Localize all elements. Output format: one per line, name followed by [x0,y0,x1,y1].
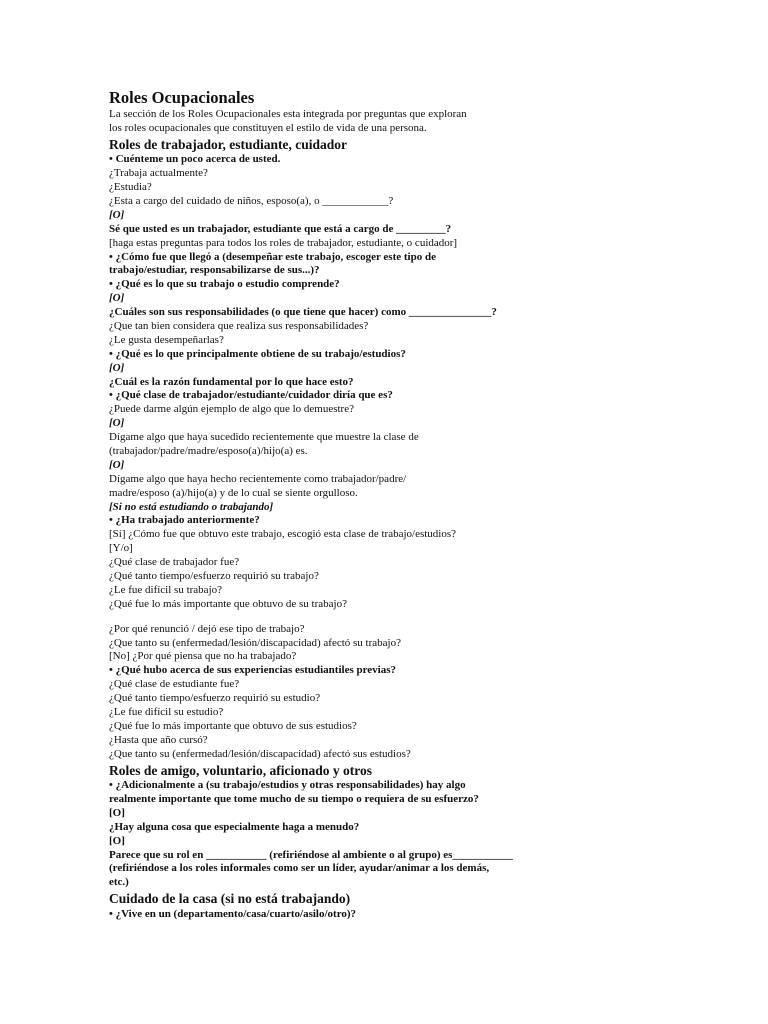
bold-italic-note: [Si no está estudiando o trabajando] [109,500,274,513]
blank-line [109,612,709,623]
section-heading: Cuidado de la casa (si no está trabajando) [109,891,351,907]
bold-question-line: • ¿Qué es lo que principalmente obtiene de su trabajo/estudios? [109,347,406,360]
bold-italic-note: [O] [109,458,125,471]
bold-question-line: Sé que usted es un trabajador, estudiante que está a cargo de _________? [109,222,452,235]
text-line: [Sí] ¿Cómo fue que obtuvo este trabajo, escogió esta clase de trabajo/estudios? [109,528,457,541]
bold-question-line: realmente importante que tome mucho de su tiempo o requiera de su esfuerzo? [109,792,479,805]
text-line: ¿Que tan bien considera que realiza sus responsabilidades? [109,319,369,332]
bold-question-line: ¿Hay alguna cosa que especialmente haga a menudo? [109,820,360,833]
text-line: ¿Qué tanto tiempo/esfuerzo requirió su estudio? [109,692,321,705]
text-line: Dígame algo que haya hecho recientemente como trabajador/padre/ [109,472,407,485]
text-line: La sección de los Roles Ocupacionales esta integrada por preguntas que exploran [109,108,467,120]
text-line: los roles ocupacionales que constituyen el estilo de vida de una persona. [109,121,427,134]
bold-question-line: • ¿Qué clase de trabajador/estudiante/cuidador diría que es? [109,389,393,402]
text-line: ¿Hasta que año cursó? [109,733,208,746]
bold-question-line: • ¿Adicionalmente a (su trabajo/estudios y otras responsabilidades) hay algo [109,779,466,792]
text-line: [No] ¿Por qué piensa que no ha trabajado? [109,650,297,663]
bold-question-line: • ¿Cómo fue que llegó a (desempeñar este trabajo, escoger este tipo de [109,250,436,263]
bold-question-line: • ¿Ha trabajado anteriormente? [109,514,260,527]
bold-question-line: etc.) [109,876,129,889]
text-line: ¿Que tanto su (enfermedad/lesión/discapacidad) afectó su trabajo? [109,636,401,649]
text-line: ¿Qué fue lo más importante que obtuvo de sus estudios? [109,719,357,732]
text-line: ¿Le fue difícil su estudio? [109,706,224,719]
text-line: ¿Qué fue lo más importante que obtuvo de su trabajo? [109,597,347,610]
text-line: (trabajador/padre/madre/esposo(a)/hijo(a) es. [109,444,308,457]
bold-italic-note: [O] [109,292,125,305]
text-line: ¿Qué tanto tiempo/esfuerzo requirió su trabajo? [109,570,319,582]
bold-italic-note: [O] [109,208,125,221]
text-line: madre/esposo (a)/hijo(a) y de lo cual se siente orgulloso. [109,486,358,499]
page-title: Roles Ocupacionales [109,88,255,107]
document-body [109,88,709,922]
text-line: ¿Le gusta desempeñarlas? [109,333,224,346]
text-line: ¿Esta a cargo del cuidado de niños, esposo(a), o ____________? [109,194,394,207]
bold-question-line: [O] [109,834,125,847]
bold-question-line: • ¿Vive en un (departamento/casa/cuarto/asilo/otro)? [109,907,357,920]
text-line: ¿Qué clase de trabajador fue? [109,556,240,569]
bold-question-line: [O] [109,806,125,819]
text-line: ¿Qué clase de estudiante fue? [109,678,240,691]
text-line: ¿Le fue difícil su trabajo? [109,583,223,596]
bold-italic-note: [O] [109,361,125,374]
section-heading: Roles de amigo, voluntario, aficionado y otros [109,762,372,778]
text-line: ¿Que tanto su (enfermedad/lesión/discapacidad) afectó sus estudios? [109,747,411,760]
bold-question-line: • Cuénteme un poco acerca de usted. [109,153,281,166]
text-line: ¿Por qué renunció / dejó ese tipo de trabajo? [109,622,305,635]
text-line: [Y/o] [109,542,133,555]
bold-question-line: (refiriéndose a los roles informales como ser un líder, ayudar/animar a los demás, [109,862,490,875]
bold-question-line: Parece que su rol en ___________ (refiriéndose al ambiente o al grupo) es___________ [109,848,513,861]
text-line: Dígame algo que haya sucedido recientemente que muestre la clase de [109,431,419,444]
section-heading: Roles de trabajador, estudiante, cuidador [109,136,348,152]
bold-italic-note: [O] [109,417,125,430]
text-line: ¿Trabaja actualmente? [109,167,208,180]
bold-question-line: • ¿Qué hubo acerca de sus experiencias estudiantiles previas? [109,664,397,677]
text-line: [haga estas preguntas para todos los roles de trabajador, estudiante, o cuidador] [109,236,458,249]
bold-question-line: trabajo/estudiar, responsabilizarse de sus...)? [109,264,320,277]
bold-question-line: ¿Cuál es la razón fundamental por lo que hace esto? [109,375,354,388]
text-line: ¿Puede darme algún ejemplo de algo que lo demuestre? [109,403,354,416]
text-line: ¿Estudia? [109,181,152,194]
bold-question-line: ¿Cuáles son sus responsabilidades (o que tiene que hacer) como _______________? [109,306,497,319]
bold-question-line: • ¿Qué es lo que su trabajo o estudio comprende? [109,278,340,291]
